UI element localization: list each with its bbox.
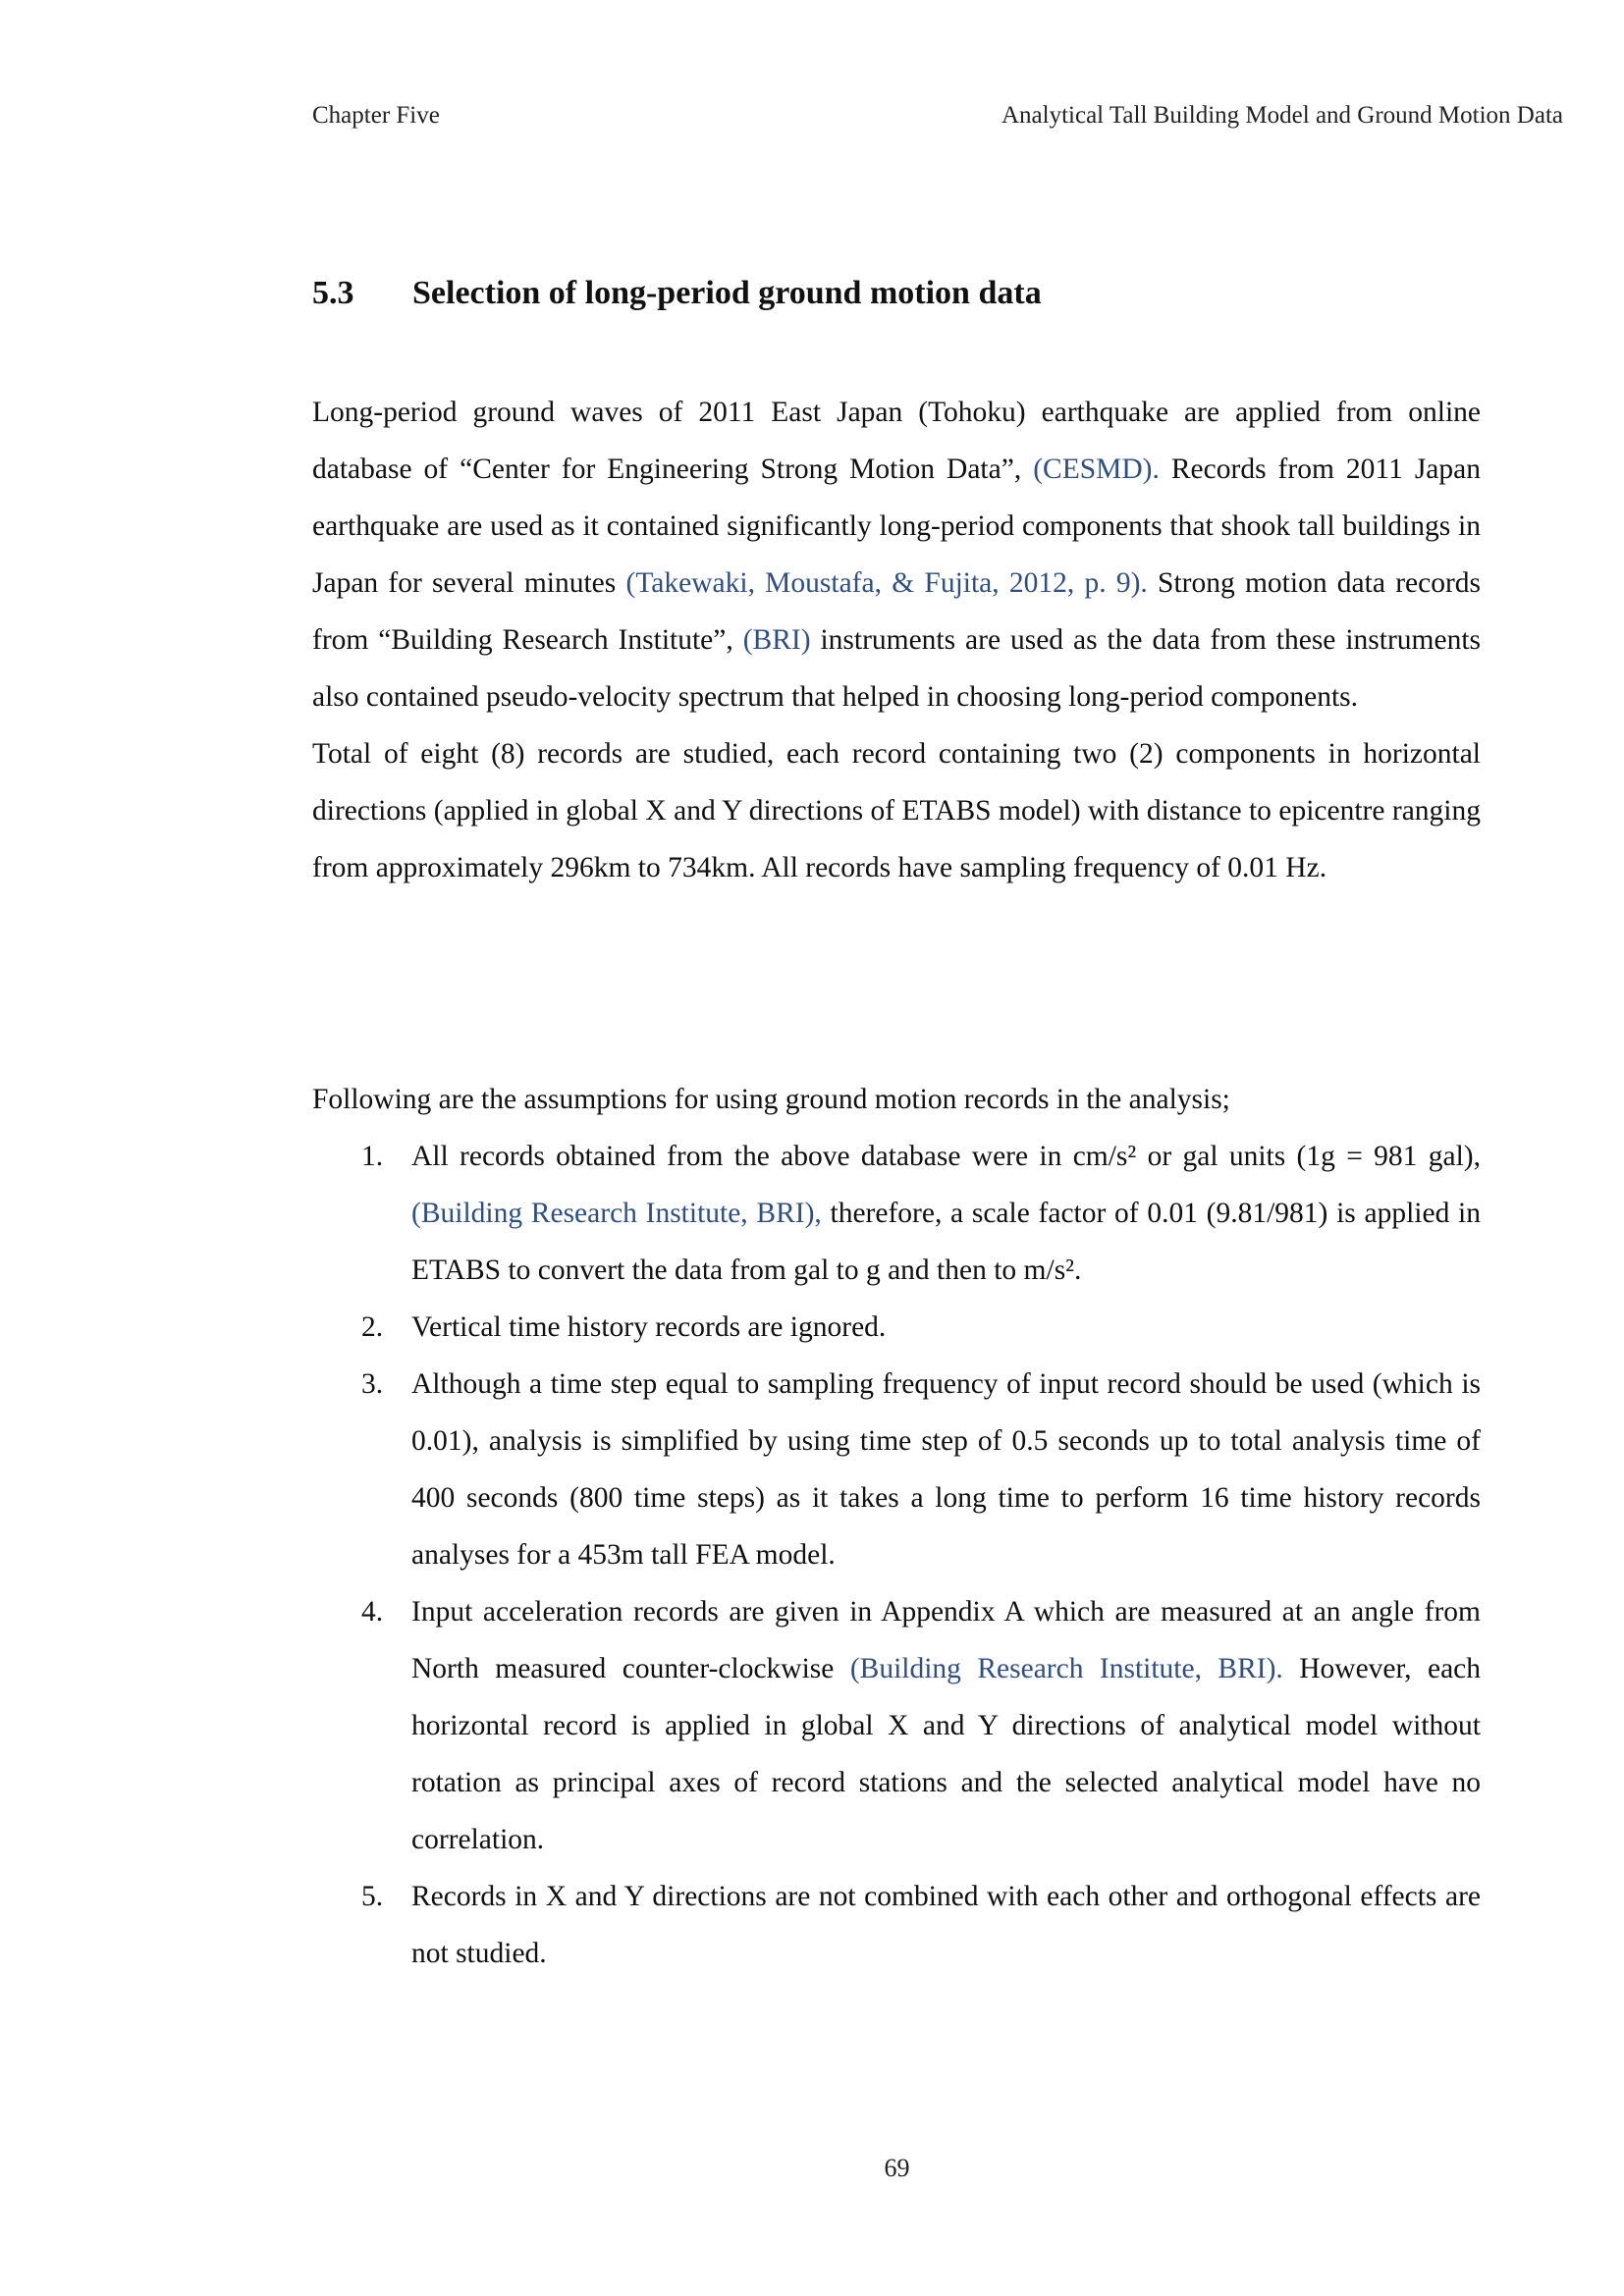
- paragraph-text: Records from 2011 Japan earthquake are used as it contained significantly long-period components that shook tall buildings in Japan for several minutes: [312, 454, 1481, 599]
- list-item-text: therefore, a scale factor of 0.01 (9.81/981) is applied in ETABS to convert the data from gal to g and then to m/s².: [411, 1198, 1481, 1286]
- body-text-assumptions: [312, 1071, 1481, 1982]
- section-heading: [312, 270, 1481, 317]
- paragraph-text: Long-period ground waves of 2011 East Japan (Tohoku) earthquake are applied from online database of “Center for Engineering Strong Motion Data”,: [312, 397, 1481, 485]
- citation-takewaki[interactable]: (Takewaki, Moustafa, & Fujita, 2012, p. 9).: [625, 567, 1148, 599]
- header-chapter-title: Analytical Tall Building Model and Ground Motion Data: [1001, 102, 1563, 129]
- section-title: Selection of long-period ground motion data: [412, 275, 1042, 311]
- list-item-text: However, each horizontal record is applied in global X and Y directions of analytical model without rotation as principal axes of record stations and the selected analytical model have no correlation.: [411, 1653, 1482, 1855]
- citation-bri[interactable]: (Building Research Institute, BRI).: [849, 1653, 1283, 1684]
- running-header: [312, 98, 1563, 133]
- body-text-top: [312, 384, 1481, 896]
- list-marker: 2.: [361, 1311, 384, 1343]
- citation-bri[interactable]: (BRI): [742, 624, 811, 656]
- paragraph-data-source: [312, 384, 1481, 725]
- paragraph-records: Total of eight (8) records are studied, each record containing two (2) components in horizontal directions (applied in global X and Y directions of ETABS model) with distance to epicentre ranging from approximately 296km to 734km. All records have sampling frequency of 0.01 Hz.: [312, 738, 1481, 883]
- list-item: [312, 1868, 1481, 1982]
- assumptions-list: [312, 1128, 1481, 1982]
- list-item: [312, 1299, 1481, 1356]
- list-item: [312, 1128, 1481, 1299]
- citation-cesmd[interactable]: (CESMD).: [1033, 454, 1160, 485]
- paragraph-text: Strong motion data records from “Building Research Institute”,: [312, 567, 1482, 656]
- list-marker: 3.: [361, 1368, 384, 1400]
- section-number: 5.3: [312, 275, 354, 311]
- list-item: [312, 1356, 1481, 1583]
- header-chapter: Chapter Five: [312, 102, 440, 129]
- page-number: 69: [884, 2154, 910, 2182]
- list-item: [312, 1583, 1481, 1868]
- citation-bri[interactable]: (Building Research Institute, BRI),: [411, 1198, 822, 1229]
- assumptions-intro: Following are the assumptions for using ground motion records in the analysis;: [312, 1084, 1230, 1115]
- list-item-text: Although a time step equal to sampling frequency of input record should be used (which is 0.01), analysis is simplified by using time step of 0.5 seconds up to total analysis time of 400 seconds (800 time steps) as it takes a long time to perform 16 time history records analyses for a 453m tall FEA model.: [411, 1368, 1481, 1571]
- list-item-text: Input acceleration records are given in Appendix A which are measured at an angle from North measured counter-clockwise: [411, 1596, 1481, 1684]
- list-marker: 5.: [361, 1881, 384, 1912]
- list-marker: 4.: [361, 1596, 384, 1628]
- list-item-text: Vertical time history records are ignored.: [411, 1311, 887, 1343]
- list-item-text: All records obtained from the above database were in cm/s² or gal units (1g = 981 gal),: [411, 1141, 1481, 1172]
- list-item-text: Records in X and Y directions are not combined with each other and orthogonal effects are not studied.: [411, 1881, 1481, 1969]
- paragraph-text: instruments are used as the data from these instruments also contained pseudo-velocity spectrum that helped in choosing long-period components.: [312, 624, 1481, 713]
- list-marker: 1.: [361, 1141, 384, 1172]
